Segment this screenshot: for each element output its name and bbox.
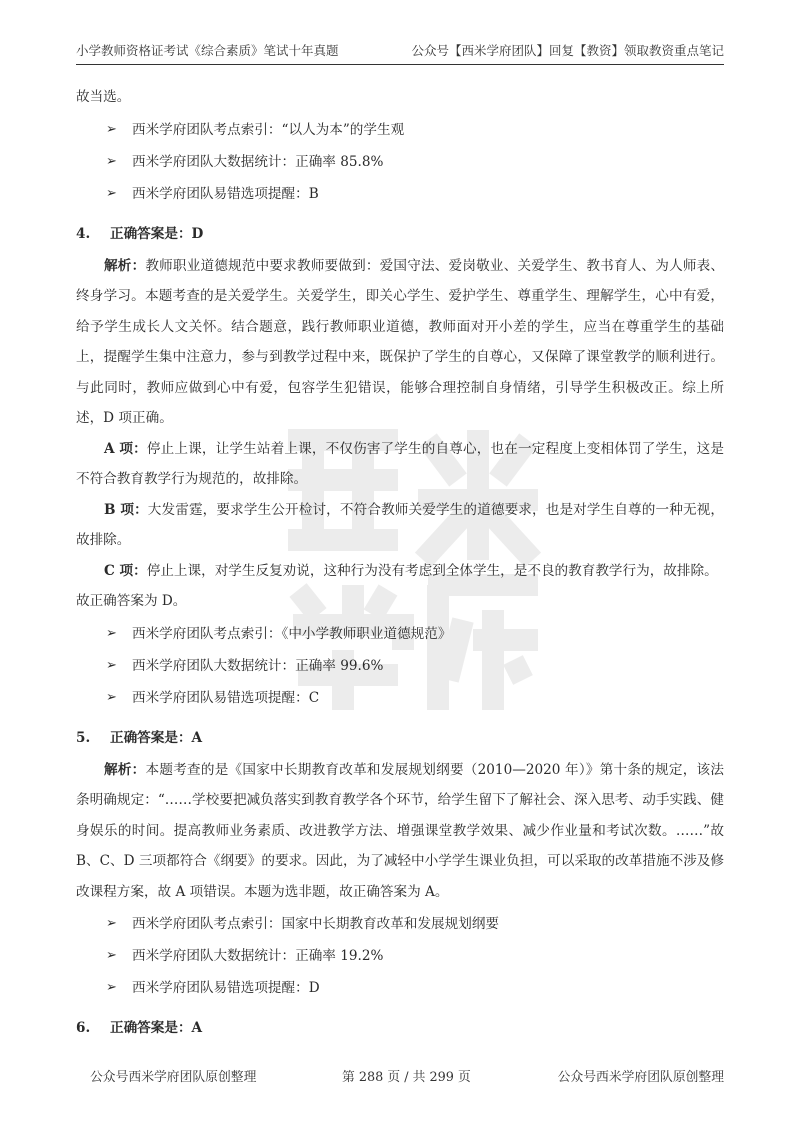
arrow-bullet-icon: ➢ bbox=[106, 916, 117, 931]
page-content bbox=[76, 82, 724, 1045]
header-promo: 公众号【西米学府团队】回复【教资】领取教资重点笔记 bbox=[411, 43, 724, 58]
page-number: 第 288 页 / 共 299 页 bbox=[342, 1070, 471, 1085]
arrow-bullet-icon: ➢ bbox=[106, 689, 117, 705]
footer-left: 公众号西米学府团队原创整理 bbox=[90, 1070, 257, 1085]
list-item: ➢ 西米学府团队易错选项提醒：D bbox=[76, 973, 724, 1003]
list-item: ➢ 西米学府团队考点索引：国家中长期教育改革和发展规划纲要 bbox=[76, 909, 724, 939]
list-item: ➢ 西米学府团队考点索引：《中小学教师职业道德规范》 bbox=[76, 619, 724, 649]
footer-right: 公众号西米学府团队原创整理 bbox=[557, 1070, 724, 1085]
list-item: ➢ 西米学府团队大数据统计：正确率 85.8% bbox=[76, 147, 724, 177]
arrow-bullet-icon: ➢ bbox=[106, 185, 117, 201]
question-4-answer: 4. 正确答案是：D bbox=[76, 225, 204, 242]
arrow-bullet-icon: ➢ bbox=[106, 948, 117, 963]
option-c-analysis: C 项：停止上课，对学生反复劝说，这种行为没有考虑到全体学生，是不良的教育教学行为，故排除。 bbox=[104, 562, 718, 579]
arrow-bullet-icon: ➢ bbox=[106, 153, 117, 169]
list-item: ➢ 西米学府团队大数据统计：正确率 19.2% bbox=[76, 941, 724, 971]
question-4-analysis: 解析：教师职业道德规范中要求教师要做到：爱国守法、爱岗敬业、关爱学生、教书育人、为人师表、终身学习。本题考查的是关爱学生。关爱学生，即关心学生、爱护学生、尊重学生、理解学生，心中有爱，给予学生成长人文关怀。结合题意，践行教师职业道德，教师面对开小差的学生，应当在尊重学生的基础上，提醒学生集中注意力，参与到教学过程中来，既保护了学生的自尊心，又保障了课堂教学的顺利进行。与此同时，教师应做到心中有爱，包容学生犯错误，能够合理控制自身情绪，引导学生积极改正。综上所述，D 项正确。 bbox=[76, 257, 725, 426]
arrow-bullet-icon: ➢ bbox=[106, 657, 117, 673]
option-b-analysis: B 项：大发雷霆，要求学生公开检讨，不符合教师关爱学生的道德要求，也是对学生自尊的一种无视，故排除。 bbox=[76, 501, 724, 548]
list-item: ➢ 西米学府团队易错选项提醒：C bbox=[76, 683, 724, 713]
list-item: ➢ 西米学府团队易错选项提醒：B bbox=[76, 179, 724, 209]
option-a-analysis: A 项：停止上课，让学生站着上课，不仅伤害了学生的自尊心，也在一定程度上变相体罚了学生，这是不符合教育教学行为规范的，故排除。 bbox=[76, 440, 725, 487]
list-item: ➢ 西米学府团队考点索引：“以人为本”的学生观 bbox=[76, 115, 724, 145]
question-6-answer: 6. 正确答案是：A bbox=[76, 1020, 203, 1036]
list-item: ➢ 西米学府团队大数据统计：正确率 99.6% bbox=[76, 651, 724, 681]
arrow-bullet-icon: ➢ bbox=[106, 121, 117, 137]
page-header bbox=[76, 42, 724, 65]
question-4-conclusion: 故正确答案为 D。 bbox=[76, 593, 187, 609]
question-5-analysis: 解析：本题考查的是《国家中长期教育改革和发展规划纲要（2010—2020 年）》第十条的规定，该法条明确规定：“……学校要把减负落实到教育教学各个环节，给学生留下了解社会、深入思考、动手实践、健身娱乐的时间。提高教师业务素质、改进教学方法、增强课堂教学效果、减少作业量和考试次数。……”故 B、C、D 三项都符合《纲要》的要求。因此，为了减轻中小学学生课业负担，可以采取的改革措施不涉及修改课程方案，故 A 项错误。本题为选非题，故正确答案为 A。 bbox=[76, 761, 724, 900]
prev-answer-tail: 故当选。 bbox=[76, 89, 131, 105]
header-book-title: 小学教师资格证考试《综合素质》笔试十年真题 bbox=[76, 43, 339, 58]
arrow-bullet-icon: ➢ bbox=[106, 980, 117, 995]
arrow-bullet-icon: ➢ bbox=[106, 625, 117, 641]
question-5-answer: 5. 正确答案是：A bbox=[76, 729, 203, 746]
